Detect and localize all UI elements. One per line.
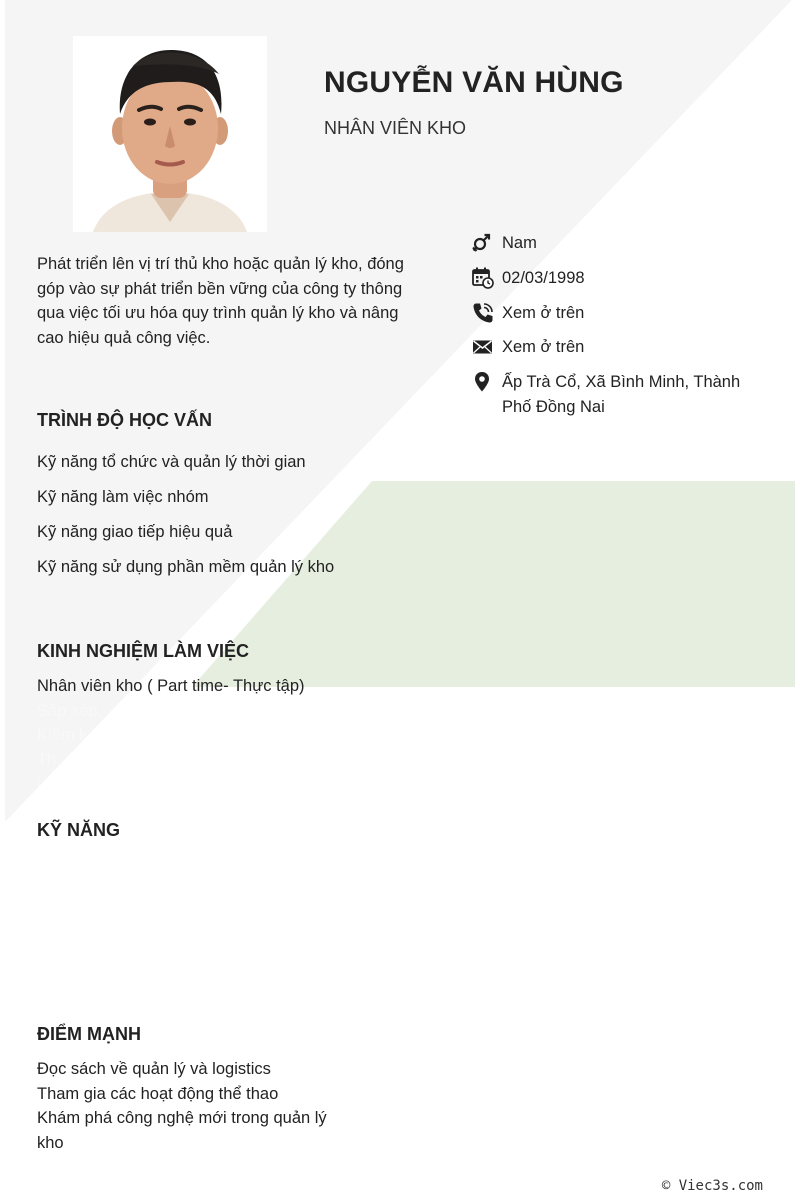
skills-heading: KỸ NĂNG [37,820,121,840]
contact-gender [472,231,772,266]
phone-icon [472,302,494,324]
experience-detail-line: Th... [37,750,71,769]
profile-photo [73,36,267,232]
phone-value: Xem ở trên [502,303,585,322]
map-pin-icon [472,371,494,393]
contact-phone [472,301,772,336]
address-value: Ấp Trà Cổ, Xã Bình Minh, Thành Phố Đồng Nai [502,373,741,416]
calendar-icon [472,267,494,289]
list-item: Kỹ năng giao tiếp hiệu quả [37,523,233,541]
list-item: Kỹ năng làm việc nhóm [37,488,209,506]
experience-detail-line: L... [37,775,60,793]
contact-address [472,370,772,419]
list-item: Tham gia các hoạt động thể thao [37,1084,279,1103]
education-heading: TRÌNH ĐỘ HỌC VẤN [37,410,212,430]
contact-birthday [472,266,772,301]
mail-icon [472,336,494,358]
list-item: Khám phá công nghệ mới trong quản lý kho [37,1109,327,1152]
strengths-heading: ĐIỂM MẠNH [37,1024,141,1044]
candidate-name: NGUYỄN VĂN HÙNG [324,66,624,99]
contact-email [472,335,772,370]
gender-icon [472,232,494,254]
list-item: Đọc sách về quản lý và logistics [37,1060,271,1078]
career-objective: Phát triển lên vị trí thủ kho hoặc quản lý kho, đóng góp vào sự phát triển bền vững của công ty thông qua việc tối ưu hóa quy trình quản lý kho và nâng cao hiệu quả công việc. [37,255,404,347]
strengths-list [37,1057,347,1155]
experience-detail-line: Sắp xếp, ... [37,701,121,720]
footer-copyright: © Viec3s.com [661,1178,763,1194]
gender-value: Nam [502,234,537,252]
list-item: Kỹ năng sử dụng phần mềm quản lý kho [37,558,335,576]
experience-detail-line: Kiểm k... [37,726,102,744]
list-item: Kỹ năng tổ chức và quản lý thời gian [37,453,306,471]
education-list [37,450,337,590]
avatar [73,36,267,232]
email-value: Xem ở trên [502,338,585,356]
experience-position: Nhân viên kho ( Part time- Thực tập) [37,677,305,695]
birthday-value: 02/03/1998 [502,269,585,287]
experience-heading: KINH NGHIỆM LÀM VIỆC [37,641,250,661]
job-title: NHÂN VIÊN KHO [324,118,467,138]
contact-info [472,231,772,419]
experience-entry [37,674,377,797]
